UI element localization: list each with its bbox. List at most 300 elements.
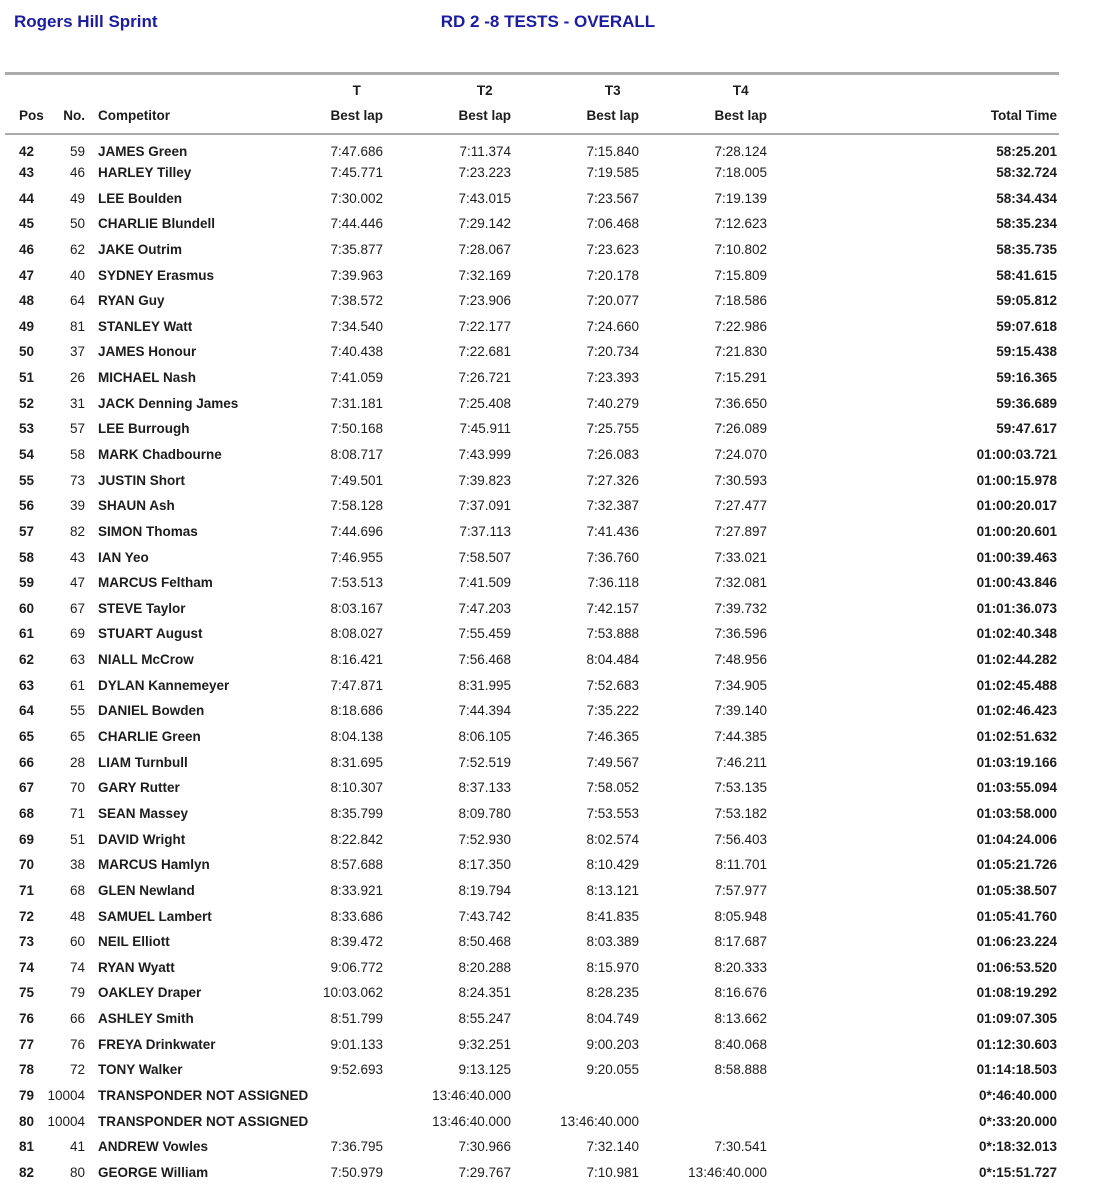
position-cell: 62	[19, 652, 35, 668]
table-row	[5, 801, 1059, 827]
competitor-number-cell: 31	[69, 395, 85, 411]
competitor-name-cell: TRANSPONDER NOT ASSIGNED	[98, 1113, 309, 1129]
competitor-number-cell: 47	[69, 575, 85, 591]
t2-best-lap-cell: 7:58.507	[458, 549, 511, 565]
t3-best-lap-cell: 7:36.118	[587, 575, 639, 591]
t4-best-lap-cell: 8:16.676	[714, 985, 767, 1001]
total-time-cell: 01:05:41.760	[976, 908, 1057, 924]
table-row	[5, 570, 1059, 596]
t1-best-lap-cell: 8:35.799	[330, 805, 383, 821]
competitor-name-cell: JAKE Outrim	[98, 241, 183, 257]
total-time-cell: 01:02:45.488	[976, 677, 1057, 693]
t3-best-lap-label: Best lap	[586, 108, 639, 123]
table-row	[5, 544, 1059, 570]
t2-best-lap-cell: 7:37.113	[459, 523, 511, 539]
t4-best-lap-cell: 8:05.948	[714, 908, 767, 924]
t2-best-lap-cell: 7:32.169	[458, 267, 511, 283]
t2-best-lap-cell: 7:52.930	[458, 831, 511, 847]
total-time-cell: 0*:46:40.000	[978, 1088, 1057, 1104]
t2-best-lap-cell: 7:25.408	[458, 395, 511, 411]
t4-best-lap-cell: 7:12.623	[714, 216, 767, 232]
competitor-name-cell: HARLEY Tilley	[98, 164, 192, 180]
position-cell: 66	[19, 754, 35, 770]
t1-best-lap-cell: 9:52.693	[330, 1062, 383, 1078]
position-cell: 60	[19, 600, 35, 616]
competitor-number-cell: 60	[69, 934, 85, 950]
position-cell: 69	[19, 831, 35, 847]
results-body	[5, 134, 1059, 1185]
t2-best-lap-cell: 7:30.966	[458, 1139, 511, 1155]
position-cell: 46	[19, 241, 35, 257]
table-row	[5, 1057, 1059, 1083]
t4-test-label: T4	[732, 83, 749, 98]
t3-best-lap-cell: 8:15.970	[586, 959, 639, 975]
t4-best-lap-cell: 7:27.477	[714, 498, 767, 514]
t1-best-lap-cell: 7:49.501	[330, 472, 383, 488]
t1-best-lap-cell: 8:39.472	[330, 934, 383, 950]
total-time-cell: 0*:15:51.727	[978, 1164, 1057, 1180]
position-cell: 61	[19, 626, 35, 642]
t1-best-lap-cell: 8:04.138	[330, 729, 383, 745]
competitor-name-cell: MARCUS Hamlyn	[98, 857, 210, 873]
position-cell: 81	[19, 1139, 35, 1155]
t3-best-lap-cell: 7:24.660	[586, 318, 639, 334]
table-row	[5, 980, 1059, 1006]
position-cell: 55	[19, 472, 35, 488]
t4-best-lap-cell: 7:21.830	[714, 344, 767, 360]
competitor-name-cell: GEORGE William	[98, 1164, 209, 1180]
competitor-number-cell: 57	[69, 421, 85, 437]
t2-best-lap-cell: 7:22.681	[458, 344, 511, 360]
t2-best-lap-cell: 8:37.133	[458, 780, 511, 796]
total-time-cell: 01:03:19.166	[976, 754, 1057, 770]
table-row	[5, 1083, 1059, 1109]
t1-best-lap-cell: 7:53.513	[330, 575, 383, 591]
table-row	[5, 390, 1059, 416]
t2-best-lap-cell: 7:43.015	[458, 190, 511, 206]
competitor-name-cell: GLEN Newland	[98, 882, 195, 898]
table-row	[5, 1108, 1059, 1134]
total-time-cell: 01:14:18.503	[976, 1062, 1057, 1078]
table-row	[5, 1006, 1059, 1032]
total-time-column-header: Total Time	[769, 74, 1059, 135]
t1-best-lap-cell: 7:39.963	[330, 267, 383, 283]
competitor-name-cell: IAN Yeo	[98, 549, 149, 565]
total-time-cell: 01:01:36.073	[976, 600, 1057, 616]
competitor-name-cell: RYAN Wyatt	[98, 959, 175, 975]
position-cell: 49	[19, 318, 35, 334]
total-time-cell: 01:05:38.507	[976, 882, 1057, 898]
table-row	[5, 724, 1059, 750]
t4-best-lap-cell: 7:46.211	[715, 754, 767, 770]
t1-best-lap-cell: 7:50.168	[330, 421, 383, 437]
total-time-cell: 01:00:43.846	[976, 575, 1057, 591]
t1-test-label: T	[352, 83, 361, 98]
t4-best-lap-cell: 7:33.021	[714, 549, 767, 565]
competitor-number-cell: 55	[69, 703, 85, 719]
t2-best-lap-cell: 8:31.995	[458, 677, 511, 693]
table-row	[5, 878, 1059, 904]
t2-best-lap-cell: 7:11.374	[459, 144, 511, 160]
table-row	[5, 339, 1059, 365]
t3-best-lap-cell: 7:15.840	[586, 144, 639, 160]
t4-best-lap-cell	[641, 1108, 769, 1134]
t2-best-lap-cell: 7:55.459	[458, 626, 511, 642]
competitor-number-cell: 39	[69, 498, 85, 514]
competitor-number-cell: 48	[69, 908, 85, 924]
t4-best-lap-cell: 7:18.005	[714, 164, 767, 180]
table-row	[5, 596, 1059, 622]
t1-best-lap-cell: 7:31.181	[330, 395, 383, 411]
position-cell: 74	[19, 959, 35, 975]
t4-best-lap-cell: 8:17.687	[714, 934, 767, 950]
event-name: Rogers Hill Sprint	[14, 12, 158, 31]
t2-best-lap-cell: 9:13.125	[458, 1062, 511, 1078]
t1-best-lap-cell: 8:08.027	[330, 626, 383, 642]
t3-best-lap-cell: 9:00.203	[586, 1036, 639, 1052]
t4-best-lap-cell: 7:34.905	[714, 677, 767, 693]
position-cell: 52	[19, 395, 35, 411]
table-row	[5, 288, 1059, 314]
t2-best-lap-cell: 8:17.350	[458, 857, 511, 873]
t2-best-lap-cell: 7:43.999	[458, 447, 511, 462]
competitor-number-cell: 76	[69, 1036, 85, 1052]
t3-best-lap-cell: 7:49.567	[586, 754, 639, 770]
table-row	[5, 852, 1059, 878]
competitor-name-cell: SIMON Thomas	[98, 523, 198, 539]
competitor-name-cell: MARCUS Feltham	[98, 575, 213, 591]
competitor-number-cell: 50	[69, 216, 85, 232]
t3-best-lap-cell: 7:46.365	[586, 729, 639, 745]
position-cell: 68	[19, 805, 35, 821]
t4-best-lap-cell: 7:36.650	[714, 395, 767, 411]
page-header	[0, 0, 1096, 34]
t3-best-lap-cell: 7:52.683	[586, 677, 639, 693]
table-row	[5, 160, 1059, 186]
position-cell: 50	[19, 344, 35, 360]
competitor-number-cell: 67	[69, 600, 85, 616]
competitor-name-cell: DANIEL Bowden	[98, 703, 205, 719]
position-cell: 48	[19, 293, 35, 309]
competitor-number-cell: 61	[69, 677, 85, 693]
t2-test-label: T2	[476, 83, 493, 98]
competitor-number-cell: 66	[69, 1011, 85, 1027]
position-cell: 59	[19, 575, 35, 591]
t2-best-lap-cell: 7:22.177	[458, 318, 511, 334]
position-cell: 57	[19, 523, 35, 539]
t2-best-lap-cell: 8:55.247	[458, 1011, 511, 1027]
competitor-number-cell: 72	[69, 1062, 85, 1078]
t2-best-lap-cell: 7:56.468	[458, 652, 511, 668]
t1-best-lap-cell: 8:18.686	[330, 703, 383, 719]
competitor-number-cell: 71	[69, 805, 85, 821]
t4-best-lap-cell: 7:53.182	[714, 805, 767, 821]
competitor-name-cell: SAMUEL Lambert	[98, 908, 212, 924]
t3-best-lap-cell: 7:20.077	[586, 293, 639, 309]
position-cell: 51	[19, 370, 35, 386]
competitor-name-cell: SEAN Massey	[98, 805, 189, 821]
competitor-number-cell: 62	[69, 241, 85, 257]
competitor-number-cell: 28	[69, 754, 85, 770]
competitor-column-header: Competitor	[89, 74, 257, 135]
t1-best-lap-cell: 7:40.438	[330, 344, 383, 360]
t3-best-lap-cell: 13:46:40.000	[560, 1113, 639, 1129]
t1-best-lap-cell: 7:41.059	[330, 370, 383, 386]
total-time-cell: 01:03:58.000	[976, 805, 1057, 821]
competitor-name-cell: SYDNEY Erasmus	[98, 267, 215, 283]
table-row	[5, 185, 1059, 211]
table-row	[5, 672, 1059, 698]
table-row	[5, 903, 1059, 929]
competitor-name-cell: MARK Chadbourne	[98, 447, 222, 462]
t4-best-lap-cell: 7:39.732	[714, 600, 767, 616]
table-row	[5, 442, 1059, 468]
total-time-cell: 01:02:40.348	[976, 626, 1057, 642]
table-row	[5, 698, 1059, 724]
t4-best-lap-cell: 7:30.593	[714, 472, 767, 488]
t4-best-lap-cell: 7:28.124	[714, 144, 767, 160]
table-row	[5, 1134, 1059, 1160]
t1-best-lap-cell: 8:31.695	[330, 754, 383, 770]
position-cell: 71	[19, 882, 35, 898]
t1-column-header	[257, 74, 385, 135]
total-time-cell: 01:02:46.423	[976, 703, 1057, 719]
position-cell: 77	[19, 1036, 35, 1052]
competitor-name-cell: STUART August	[98, 626, 203, 642]
t3-best-lap-cell: 8:02.574	[586, 831, 639, 847]
t4-best-lap-cell: 7:10.802	[714, 241, 767, 257]
t4-best-lap-cell: 7:18.586	[714, 293, 767, 309]
t4-best-lap-label: Best lap	[714, 108, 767, 123]
t4-best-lap-cell: 7:57.977	[714, 882, 767, 898]
total-time-cell: 01:00:20.601	[976, 523, 1057, 539]
t1-best-lap-cell: 7:34.540	[330, 318, 383, 334]
total-time-cell: 01:00:39.463	[976, 549, 1057, 565]
competitor-number-cell: 80	[69, 1164, 85, 1180]
table-row	[5, 365, 1059, 391]
position-cell: 64	[19, 703, 35, 719]
t3-best-lap-cell: 7:35.222	[586, 703, 639, 719]
t1-best-lap-cell: 8:22.842	[330, 831, 383, 847]
t3-best-lap-cell: 7:20.734	[586, 344, 639, 360]
t1-best-lap-cell: 7:45.771	[330, 164, 383, 180]
total-time-cell: 01:03:55.094	[976, 780, 1057, 796]
t3-best-lap-cell: 7:26.083	[586, 447, 639, 462]
total-time-cell: 59:07.618	[996, 318, 1057, 334]
t2-best-lap-cell: 7:23.223	[458, 164, 511, 180]
table-row	[5, 519, 1059, 545]
t2-best-lap-cell: 7:45.911	[459, 421, 511, 437]
t4-best-lap-cell: 13:46:40.000	[688, 1164, 767, 1180]
position-cell: 63	[19, 677, 35, 693]
competitor-number-cell: 41	[69, 1139, 85, 1155]
competitor-name-cell: CHARLIE Blundell	[98, 216, 215, 232]
t2-best-lap-cell: 8:20.288	[458, 959, 511, 975]
t2-best-lap-cell: 8:06.105	[458, 729, 511, 745]
t1-best-lap-cell: 7:46.955	[330, 549, 383, 565]
competitor-name-cell: JAMES Honour	[98, 344, 197, 360]
competitor-number-cell: 81	[69, 318, 85, 334]
position-cell: 80	[19, 1113, 35, 1129]
t2-best-lap-cell: 7:37.091	[458, 498, 511, 514]
competitor-number-cell: 38	[69, 857, 85, 873]
t2-best-lap-cell: 7:29.142	[458, 216, 511, 232]
total-time-cell: 01:02:51.632	[976, 729, 1057, 745]
competitor-name-cell: OAKLEY Draper	[98, 985, 202, 1001]
t2-best-lap-cell: 8:50.468	[458, 934, 511, 950]
t3-best-lap-cell: 7:53.553	[586, 805, 639, 821]
total-time-cell: 01:00:03.721	[976, 447, 1057, 462]
t3-test-label: T3	[604, 83, 621, 98]
competitor-number-cell: 40	[69, 267, 85, 283]
position-cell: 79	[19, 1088, 35, 1104]
t4-best-lap-cell: 7:15.809	[714, 267, 767, 283]
t3-best-lap-cell: 7:32.140	[586, 1139, 639, 1155]
t3-best-lap-cell: 7:20.178	[586, 267, 639, 283]
t2-best-lap-cell: 8:19.794	[458, 882, 511, 898]
competitor-number-cell: 69	[69, 626, 85, 642]
position-cell: 44	[19, 190, 35, 206]
position-cell: 73	[19, 934, 35, 950]
t3-best-lap-cell: 7:41.436	[586, 523, 639, 539]
t2-best-lap-cell: 7:44.394	[458, 703, 511, 719]
competitor-name-cell: DYLAN Kannemeyer	[98, 677, 230, 693]
t4-best-lap-cell: 7:30.541	[714, 1139, 767, 1155]
competitor-number-cell: 10004	[47, 1088, 85, 1104]
t3-best-lap-cell: 7:19.585	[586, 164, 639, 180]
competitor-name-cell: FREYA Drinkwater	[98, 1036, 216, 1052]
t4-best-lap-cell: 7:56.403	[714, 831, 767, 847]
t2-best-lap-cell: 9:32.251	[458, 1036, 511, 1052]
t4-best-lap-cell: 8:11.701	[715, 857, 767, 873]
t1-best-lap-cell: 7:58.128	[330, 498, 383, 514]
competitor-number-cell: 10004	[47, 1113, 85, 1129]
total-time-cell: 01:06:23.224	[976, 934, 1057, 950]
t1-best-lap-cell: 8:10.307	[330, 780, 383, 796]
t2-column-header	[385, 74, 513, 135]
competitor-number-cell: 58	[69, 447, 85, 462]
total-time-cell: 58:34.434	[996, 190, 1057, 206]
position-cell: 42	[19, 144, 35, 160]
t2-best-lap-cell: 7:26.721	[458, 370, 511, 386]
t4-best-lap-cell: 7:39.140	[714, 703, 767, 719]
t3-best-lap-cell: 7:40.279	[586, 395, 639, 411]
position-cell: 76	[19, 1011, 35, 1027]
t1-best-lap-cell: 9:01.133	[330, 1036, 383, 1052]
t4-best-lap-cell: 7:36.596	[714, 626, 767, 642]
results-table	[5, 72, 1059, 1185]
t4-best-lap-cell: 7:27.897	[714, 523, 767, 539]
total-time-cell: 01:06:53.520	[976, 959, 1057, 975]
table-row	[5, 955, 1059, 981]
t4-best-lap-cell: 7:15.291	[714, 370, 767, 386]
total-time-cell: 59:47.617	[996, 421, 1057, 437]
competitor-name-cell: TRANSPONDER NOT ASSIGNED	[98, 1088, 309, 1104]
competitor-name-cell: LEE Boulden	[98, 190, 182, 206]
t1-best-lap-label: Best lap	[330, 108, 383, 123]
total-time-cell: 58:32.724	[996, 164, 1057, 180]
t4-best-lap-cell	[641, 1083, 769, 1109]
competitor-number-cell: 63	[69, 652, 85, 668]
t3-column-header	[513, 74, 641, 135]
t1-best-lap-cell: 8:16.421	[330, 652, 383, 668]
table-row	[5, 134, 1059, 160]
total-time-cell: 01:12:30.603	[976, 1036, 1057, 1052]
competitor-number-cell: 37	[69, 344, 85, 360]
total-time-cell: 58:35.234	[996, 216, 1057, 232]
t3-best-lap-cell: 8:28.235	[586, 985, 639, 1001]
t2-best-lap-cell: 7:41.509	[458, 575, 511, 591]
competitor-name-cell: GARY Rutter	[98, 780, 180, 796]
competitor-name-cell: TONY Walker	[98, 1062, 183, 1078]
table-row	[5, 621, 1059, 647]
position-cell: 70	[19, 857, 35, 873]
competitor-number-cell: 68	[69, 882, 85, 898]
table-row	[5, 749, 1059, 775]
total-time-cell: 58:35.735	[996, 241, 1057, 257]
competitor-number-cell: 73	[69, 472, 85, 488]
table-row	[5, 262, 1059, 288]
competitor-number-cell: 43	[69, 549, 85, 565]
t1-best-lap-cell: 8:33.686	[330, 908, 383, 924]
t4-best-lap-cell: 8:20.333	[714, 959, 767, 975]
competitor-name-cell: ANDREW Vowles	[98, 1139, 209, 1155]
table-row	[5, 929, 1059, 955]
total-time-cell: 59:15.438	[996, 344, 1057, 360]
table-row	[5, 775, 1059, 801]
total-time-cell: 59:36.689	[996, 395, 1057, 411]
competitor-number-cell: 59	[69, 144, 85, 160]
total-time-cell: 01:08:19.292	[976, 985, 1057, 1001]
t3-best-lap-cell: 7:23.393	[586, 370, 639, 386]
t3-best-lap-cell: 7:36.760	[586, 549, 639, 565]
report-title: RD 2 -8 TESTS - OVERALL	[440, 12, 656, 31]
position-cell: 43	[19, 164, 35, 180]
t3-best-lap-cell: 7:42.157	[586, 600, 639, 616]
t2-best-lap-cell: 7:23.906	[458, 293, 511, 309]
t3-best-lap-cell: 8:03.389	[586, 934, 639, 950]
t2-best-lap-cell: 7:28.067	[458, 241, 511, 257]
total-time-cell: 01:09:07.305	[976, 1011, 1057, 1027]
t4-best-lap-cell: 7:26.089	[714, 421, 767, 437]
t3-best-lap-cell: 7:25.755	[586, 421, 639, 437]
t1-best-lap-cell: 7:50.979	[330, 1164, 383, 1180]
t1-best-lap-cell: 8:03.167	[330, 600, 383, 616]
t4-best-lap-cell: 8:13.662	[714, 1011, 767, 1027]
t3-best-lap-cell: 7:06.468	[586, 216, 639, 232]
t2-best-lap-cell: 13:46:40.000	[432, 1088, 511, 1104]
competitor-name-cell: NIALL McCrow	[98, 652, 194, 668]
t1-best-lap-cell: 10:03.062	[322, 985, 383, 1001]
t1-best-lap-cell: 7:38.572	[330, 293, 383, 309]
table-row	[5, 1160, 1059, 1186]
t1-best-lap-cell: 7:30.002	[330, 190, 383, 206]
results-table-header	[5, 74, 1059, 135]
t1-best-lap-cell: 8:57.688	[330, 857, 383, 873]
total-time-cell: 59:05.812	[996, 293, 1057, 309]
competitor-number-cell: 46	[69, 164, 85, 180]
t2-best-lap-label: Best lap	[458, 108, 511, 123]
total-time-cell: 0*:18:32.013	[978, 1139, 1057, 1155]
t4-best-lap-cell: 7:19.139	[714, 190, 767, 206]
number-column-header: No.	[45, 74, 89, 135]
competitor-number-cell: 51	[69, 831, 85, 847]
table-row	[5, 313, 1059, 339]
position-cell: 53	[19, 421, 35, 437]
t2-best-lap-cell: 7:39.823	[458, 472, 511, 488]
position-cell: 82	[19, 1164, 35, 1180]
t2-best-lap-cell: 8:09.780	[458, 805, 511, 821]
